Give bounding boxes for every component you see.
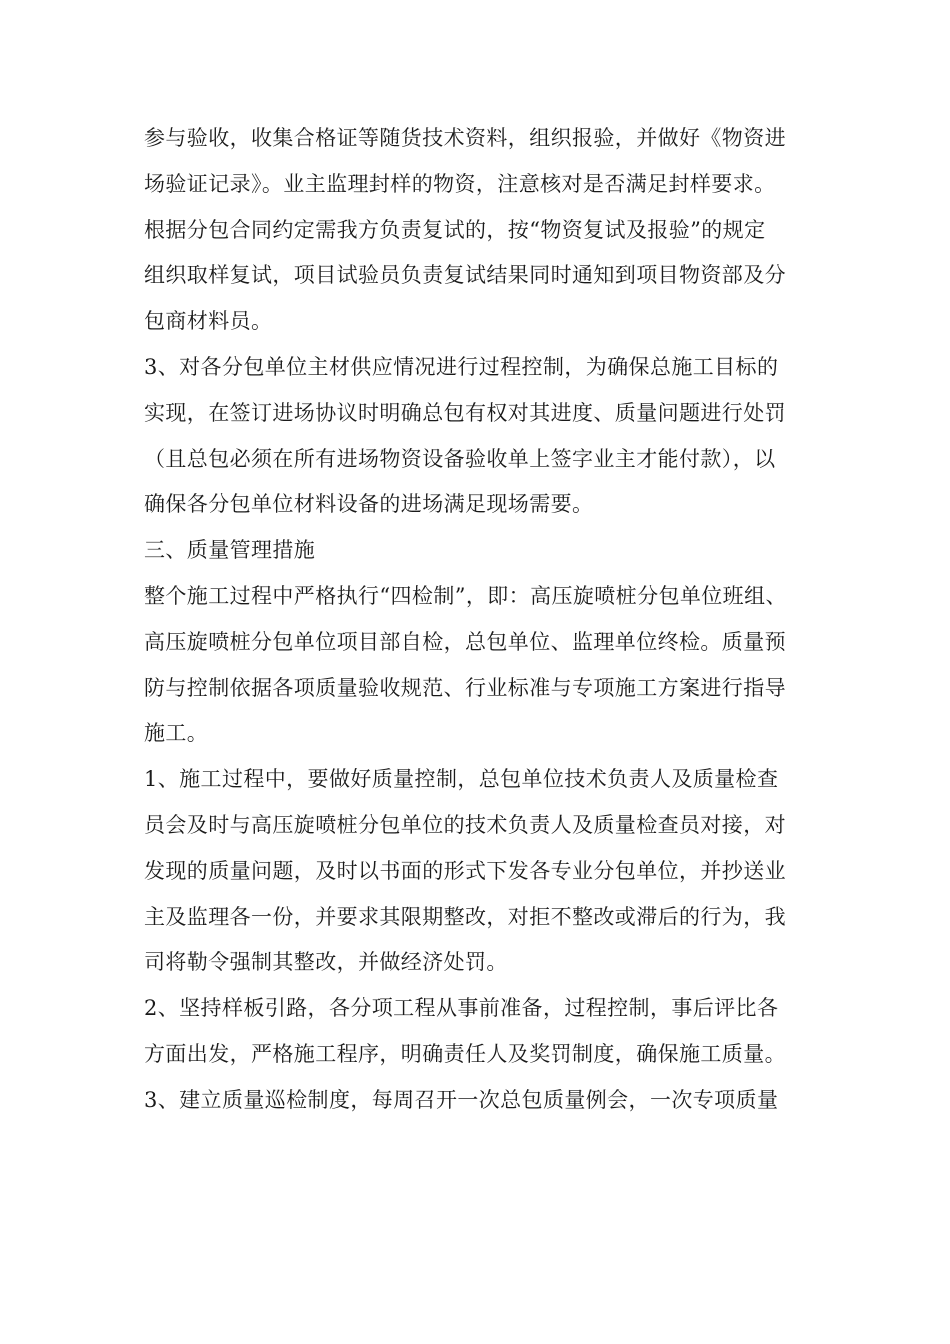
document-body	[144, 116, 806, 1124]
text-line: （且总包必须在所有进场物资设备验收单上签字业主才能付款），以	[144, 446, 776, 471]
text-line: 组织取样复试，项目试验员负责复试结果同时通知到项目物资部及分	[144, 263, 786, 288]
text-line: 确保各分包单位材料设备的进场满足现场需要。	[144, 492, 594, 517]
section-heading: 三、质量管理措施	[144, 538, 316, 563]
text-line: 主及监理各一份，并要求其限期整改，对拒不整改或滞后的行为，我	[144, 904, 786, 929]
text-line: 高压旋喷桩分包单位项目部自检，总包单位、监理单位终检。质量预	[144, 629, 786, 654]
text-line: 整个施工过程中严格执行“四检制”，即：高压旋喷桩分包单位班组、	[144, 583, 787, 608]
text-line: 1、施工过程中，要做好质量控制，总包单位技术负责人及质量检查	[144, 767, 779, 792]
text-line: 发现的质量问题，及时以书面的形式下发各专业分包单位，并抄送业	[144, 858, 786, 883]
text-line: 2、坚持样板引路，各分项工程从事前准备，过程控制，事后评比各	[144, 996, 779, 1021]
text-line: 方面出发，严格施工程序，明确责任人及奖罚制度，确保施工质量。	[144, 1041, 786, 1066]
text-line: 根据分包合同约定需我方负责复试的，按“物资复试及报验”的规定	[144, 217, 766, 242]
text-line: 3、建立质量巡检制度，每周召开一次总包质量例会，一次专项质量	[144, 1087, 779, 1112]
text-line: 参与验收，收集合格证等随货技术资料，组织报验，并做好《物资进	[144, 126, 786, 150]
text-line: 施工。	[144, 721, 209, 746]
text-line: 司将勒令强制其整改，并做经济处罚。	[144, 950, 508, 975]
text-line: 包商材料员。	[144, 309, 273, 334]
text-line: 3、对各分包单位主材供应情况进行过程控制，为确保总施工目标的	[144, 354, 779, 379]
text-line: 防与控制依据各项质量验收规范、行业标准与专项施工方案进行指导	[144, 675, 786, 700]
text-line: 员会及时与高压旋喷桩分包单位的技术负责人及质量检查员对接，对	[144, 812, 786, 837]
text-line: 场验证记录》。业主监理封样的物资，注意核对是否满足封样要求。	[144, 171, 776, 196]
text-line: 实现，在签订进场协议时明确总包有权对其进度、质量问题进行处罚	[144, 400, 786, 425]
